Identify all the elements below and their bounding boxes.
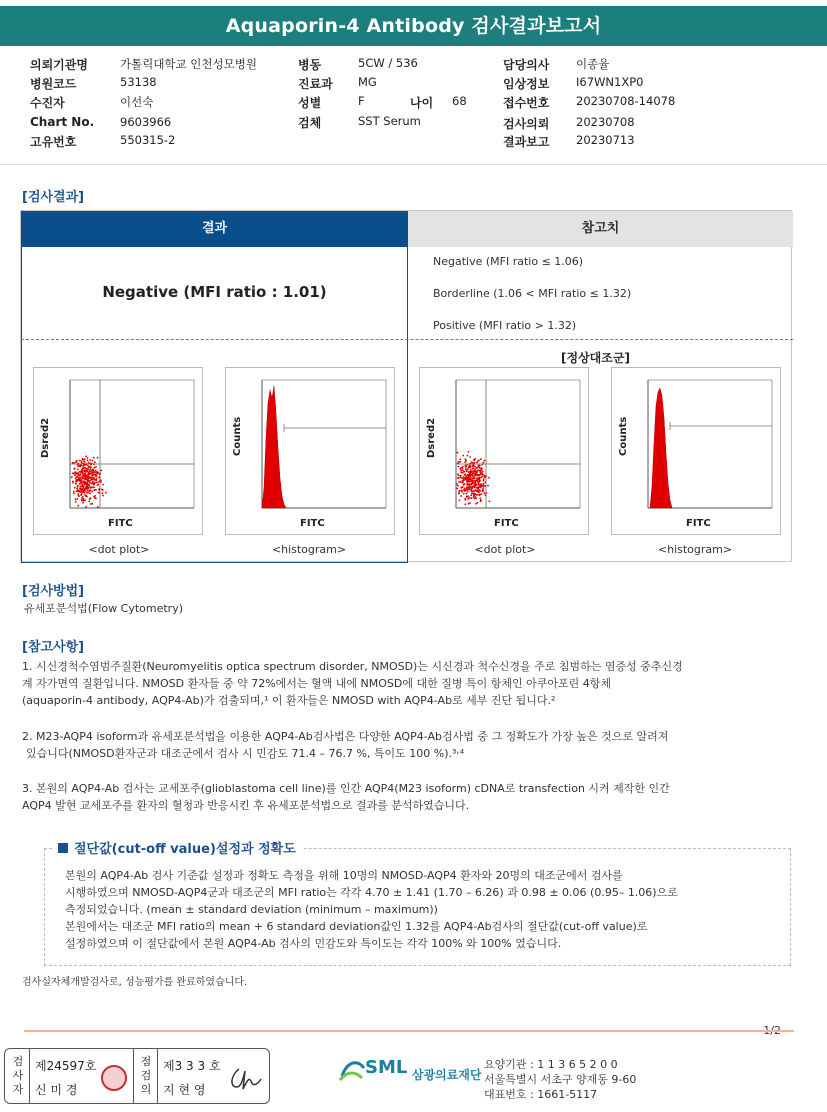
inspector-label-text: 검사자 — [12, 1055, 24, 1096]
results-table — [20, 210, 792, 562]
info-value: 20230708-14078 — [576, 94, 676, 108]
phone: 대표번호 : 1661-5117 — [484, 1088, 598, 1101]
histogram-svg — [226, 368, 396, 536]
cutoff-line: 시행하였으며 NMOSD-AQP4군과 대조군의 MFI ratio는 각각 4.70 ± 1.41 (1.70 – 6.26) 과 0.98 ± 0.06 (0.95– 1.06)으로 — [65, 886, 678, 899]
info-label: 의뢰기관명 — [30, 58, 88, 72]
cutoff-line: 본원의 AQP4-Ab 검사 기준값 설정과 정확도 측정을 위해 10명의 NMOSD-AQP4 환자와 20명의 대조군에서 검사를 — [65, 869, 623, 882]
dot-y-label: Dsred2 — [40, 417, 51, 458]
note-line: 2. M23-AQP4 isoform과 유세포분석법을 이용한 AQP4-Ab검사법은 다양한 AQP4-Ab검사법 중 그 정확도가 가장 높은 것으로 알려져 — [22, 730, 669, 743]
footnote: 검사실자체개발검사로, 성능평가를 완료하였습니다. — [22, 977, 248, 988]
histogram-peak — [650, 388, 672, 508]
sml-logo: SML — [365, 1057, 408, 1078]
info-label: 결과보고 — [503, 135, 550, 149]
info-value: MG — [358, 75, 377, 89]
hist-y-label: Counts — [232, 416, 243, 456]
info-label: 진료과 — [298, 77, 333, 91]
page-number: 1/2 — [763, 1024, 781, 1037]
result-header: 결과 — [21, 211, 408, 247]
hist-y-label: Counts — [618, 416, 629, 456]
info-label: 병원코드 — [30, 77, 77, 91]
address: 서울특별시 서초구 양재동 9-60 — [484, 1073, 637, 1086]
caption-histogram: <histogram> — [657, 543, 733, 556]
org-name: 삼광의료재단 — [412, 1068, 482, 1082]
note-line: 3. 본원의 AQP4-Ab 검사는 교세포주(glioblastoma cell line)를 인간 AQP4(M23 isoform) cDNA로 transfection 시켜 제작한 인간 — [22, 782, 670, 795]
cutoff-box — [44, 848, 791, 966]
dot-plot-svg — [34, 368, 204, 536]
control-histogram — [611, 367, 781, 535]
caption-dot-plot: <dot plot> — [88, 543, 150, 556]
cutoff-text — [65, 867, 678, 952]
info-label: 검사의뢰 — [503, 117, 550, 131]
patient-info — [0, 56, 827, 152]
info-label: 수진자 — [30, 96, 65, 110]
info-label: 병동 — [298, 58, 322, 72]
divider — [133, 1049, 134, 1103]
patient-dot-plot — [33, 367, 203, 535]
note-line: (aquaporin-4 antibody, AQP4-Ab)가 검출되며,¹ 이 환자들은 NMOSD with AQP4-Ab로 세부 진단 됩니다.² — [22, 694, 556, 707]
info-value: 20230708 — [576, 115, 635, 129]
info-value: I67WN1XP0 — [576, 75, 644, 89]
dot-x-label: FITC — [494, 518, 519, 529]
reference-borderline: Borderline (1.06 < MFI ratio ≤ 1.32) — [433, 287, 632, 300]
histogram-svg — [612, 368, 782, 536]
info-value: 9603966 — [120, 115, 172, 129]
caption-dot-plot: <dot plot> — [474, 543, 536, 556]
dot-x-label: FITC — [108, 518, 133, 529]
info-value: 53138 — [120, 75, 157, 89]
reviewer-label-text: 점검의 — [140, 1055, 152, 1096]
institution-code: 요양기관 : 1 1 3 6 5 2 0 0 — [484, 1058, 618, 1071]
note-paragraph-3 — [22, 780, 670, 814]
divider — [157, 1049, 158, 1103]
cutoff-line: 설정하였으며 이 절단값에서 본원 AQP4-Ab 검사의 민감도와 특이도는 각각 100% 와 100% 였습니다. — [65, 937, 562, 950]
info-value: 550315-2 — [120, 133, 176, 147]
info-value: 이종율 — [576, 57, 610, 71]
histogram-peak — [262, 386, 286, 508]
hist-x-label: FITC — [686, 518, 711, 529]
info-value: 이선숙 — [120, 95, 154, 109]
inspector-label — [9, 1055, 27, 1097]
report-title: Aquaporin-4 Antibody 검사결과보고서 — [0, 6, 827, 46]
patient-histogram — [225, 367, 395, 535]
stamp-icon — [101, 1065, 127, 1091]
note-paragraph-1 — [22, 658, 683, 709]
dot-cluster — [71, 455, 107, 508]
info-label: 임상정보 — [503, 77, 550, 91]
cutoff-line: 본원에서는 대조군 MFI ratio의 mean + 6 standard deviation값인 1.32를 AQP4-Ab검사의 절단값(cut-off value)로 — [65, 920, 648, 933]
info-value: SST Serum — [358, 114, 421, 128]
divider — [29, 1049, 30, 1103]
info-label: 성별 — [298, 96, 322, 110]
reviewer-number: 제3 3 3 호 — [163, 1059, 221, 1073]
notes-section-title: [참고사항] — [22, 640, 85, 655]
note-paragraph-2 — [22, 728, 668, 762]
note-line: 계 자가면역 질환입니다. NMOSD 환자들 중 약 72%에서는 혈액 내에 NMOSD에 대한 질병 특이 항체인 아쿠아포린 4항체 — [22, 677, 611, 690]
info-label: 접수번호 — [503, 96, 550, 110]
info-value: F — [358, 94, 365, 108]
hist-x-label: FITC — [300, 518, 325, 529]
inspector-number: 제24597호 — [35, 1059, 97, 1073]
reference-positive: Positive (MFI ratio > 1.32) — [433, 319, 577, 332]
info-label: 담당의사 — [503, 58, 550, 72]
cutoff-line: 측정되었습니다. (mean ± standard deviation (minimum – maximum)) — [65, 903, 438, 916]
note-line: 있습니다(NMOSD환자군과 대조군에서 검사 시 민감도 71.4 – 76.7 %, 특이도 100 %).³˒⁴ — [26, 747, 465, 760]
note-line: 1. 시신경척수염범주질환(Neuromyelitis optica spectrum disorder, NMOSD)는 시신경과 척수신경을 주로 침범하는 염증성 중추신경 — [22, 660, 683, 673]
result-value: Negative (MFI ratio : 1.01) — [102, 283, 327, 301]
reference-negative: Negative (MFI ratio ≤ 1.06) — [433, 255, 584, 268]
method-section-title: [검사방법] — [22, 584, 85, 599]
divider — [24, 1030, 794, 1032]
results-section-title: [검사결과] — [22, 190, 85, 205]
cutoff-title-text: 절단값(cut-off value)설정과 정확도 — [74, 842, 296, 857]
dot-cluster — [456, 451, 490, 505]
reviewer-label — [137, 1055, 155, 1097]
info-label: Chart No. — [30, 115, 95, 129]
divider — [0, 164, 827, 165]
info-label: 검체 — [298, 116, 322, 130]
inspector-name: 신 미 경 — [35, 1083, 78, 1097]
dot-y-label: Dsred2 — [426, 417, 437, 458]
divider — [21, 339, 793, 340]
reference-header: 참고치 — [408, 211, 793, 247]
signature-box — [4, 1048, 270, 1104]
info-label: 고유번호 — [30, 135, 77, 149]
control-label: [정상대조군] — [561, 351, 630, 365]
info-label: 나이 — [410, 96, 434, 110]
control-dot-plot — [419, 367, 589, 535]
note-line: AQP4 발현 교세포주를 환자의 혈청과 반응시킨 후 유세포분석법으로 결과를 분석하였습니다. — [22, 799, 470, 812]
sml-logo-icon — [338, 1054, 366, 1084]
info-value: 5CW / 536 — [358, 56, 418, 70]
dot-plot-svg — [420, 368, 590, 536]
caption-histogram: <histogram> — [271, 543, 347, 556]
info-value: 가톨릭대학교 인천성모병원 — [120, 57, 257, 71]
info-value: 20230713 — [576, 133, 635, 147]
reviewer-name: 지 현 영 — [163, 1083, 206, 1097]
method-text: 유세포분석법(Flow Cytometry) — [24, 602, 184, 615]
cutoff-title — [52, 838, 302, 857]
info-value: 68 — [452, 94, 467, 108]
signature-icon — [227, 1063, 265, 1093]
square-bullet-icon — [58, 843, 68, 853]
